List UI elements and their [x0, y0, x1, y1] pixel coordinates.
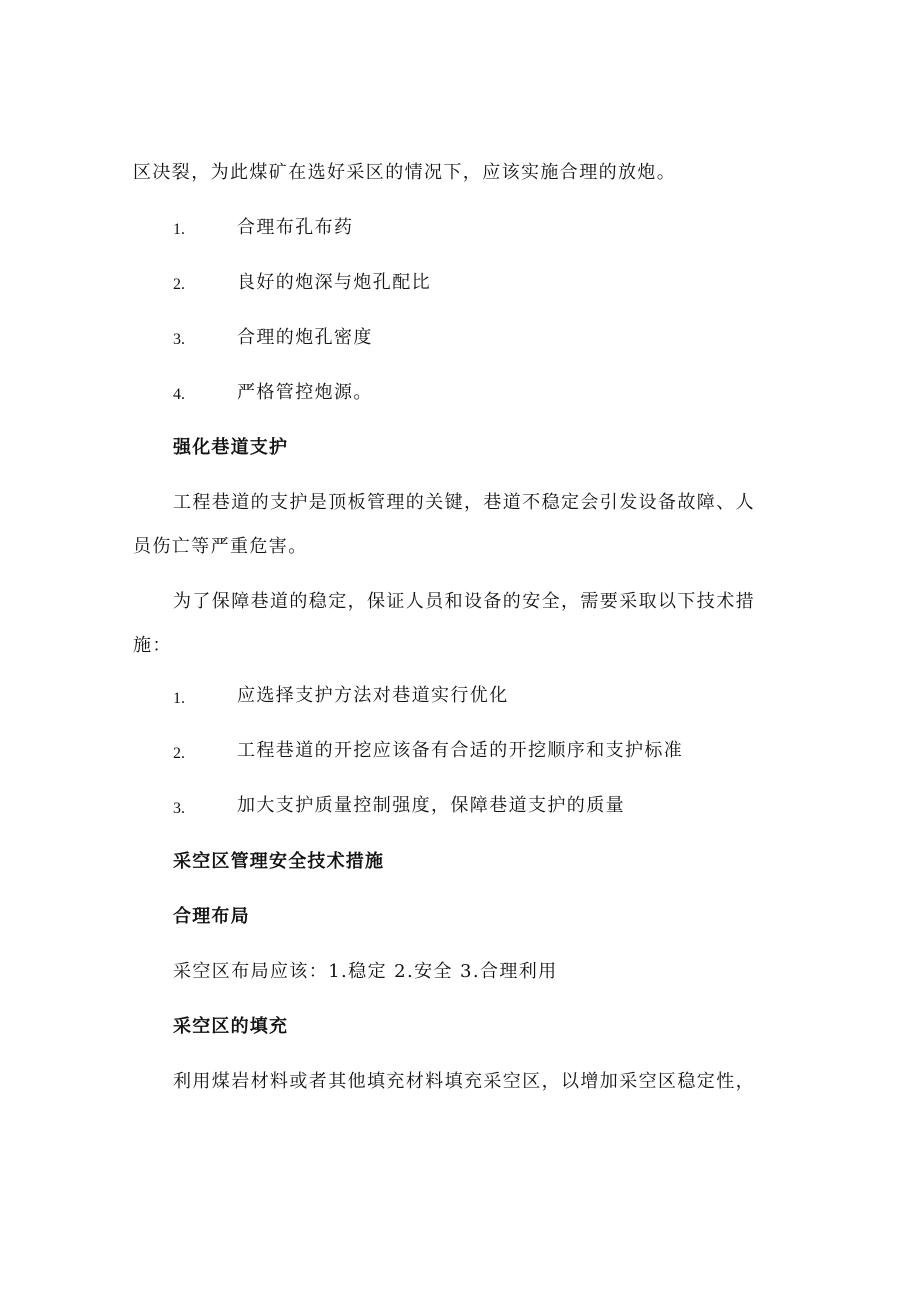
list-item-number: 3.: [173, 800, 185, 817]
paragraph-line: 采空区布局应该：1.稳定 2.安全 3.合理利用: [173, 961, 558, 982]
intro-line: 区决裂，为此煤矿在选好采区的情况下，应该实施合理的放炮。: [133, 162, 677, 183]
list-item-number: 2.: [173, 745, 185, 762]
paragraph-line: 施：: [133, 635, 172, 656]
list-item-number: 2.: [173, 276, 185, 293]
subsection-heading-layout: 合理布局: [173, 906, 250, 927]
subsection-heading-filling: 采空区的填充: [173, 1016, 289, 1037]
list-item-number: 4.: [173, 386, 185, 403]
paragraph-line: 员伤亡等严重危害。: [133, 536, 308, 557]
list-item-text: 加大支护质量控制强度，保障巷道支护的质量: [237, 795, 625, 816]
list-item-text: 应选择支护方法对巷道实行优化: [237, 685, 509, 706]
paragraph-line: 工程巷道的支护是顶板管理的关键，巷道不稳定会引发设备故障、人: [173, 492, 755, 513]
list-item-text: 良好的炮深与炮孔配比: [237, 272, 431, 293]
list-item-text: 严格管控炮源。: [237, 382, 373, 403]
section-heading-goaf: 采空区管理安全技术措施: [173, 851, 385, 872]
paragraph-line: 为了保障巷道的稳定，保证人员和设备的安全，需要采取以下技术措: [173, 591, 755, 612]
list-item-text: 合理布孔布药: [237, 217, 354, 238]
list-item-text: 工程巷道的开挖应该备有合适的开挖顺序和支护标准: [237, 740, 684, 761]
list-item-number: 1.: [173, 221, 185, 238]
list-item-number: 3.: [173, 331, 185, 348]
list-item-number: 1.: [173, 690, 185, 707]
paragraph-line: 利用煤岩材料或者其他填充材料填充采空区，以增加采空区稳定性，: [173, 1071, 755, 1092]
section-heading-roadway: 强化巷道支护: [173, 437, 289, 458]
list-item-text: 合理的炮孔密度: [237, 327, 373, 348]
